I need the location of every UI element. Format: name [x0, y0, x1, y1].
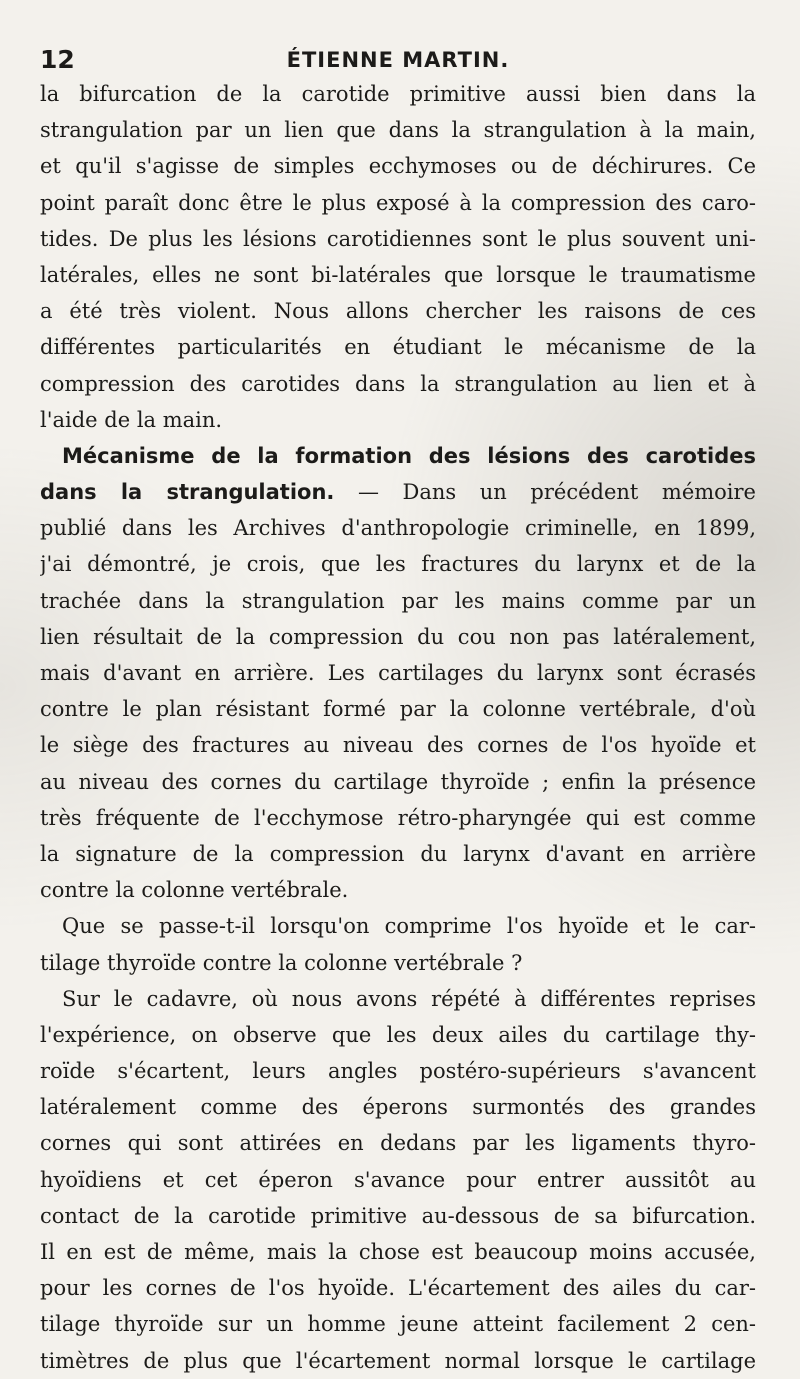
line-text: latérales, elles ne sont bi-latérales que lorsque le traumatisme — [40, 262, 756, 287]
text-line — [40, 583, 756, 619]
text-line — [40, 727, 756, 763]
text-line — [40, 329, 756, 365]
text-line — [40, 908, 756, 944]
text-line — [40, 1270, 756, 1306]
text-line — [40, 148, 756, 184]
text-line — [40, 655, 756, 691]
section-heading: dans la strangulation. — [40, 480, 335, 505]
line-text: contre la colonne vertébrale. — [40, 878, 349, 903]
text-line — [40, 1343, 756, 1379]
line-text: contre le plan résistant formé par la colonne vertébrale, d'où — [40, 697, 756, 722]
text-line — [40, 1306, 756, 1342]
text-line — [40, 764, 756, 800]
line-text: très fréquente de l'ecchymose rétro-pharyngée qui est comme — [40, 805, 756, 830]
text-line — [40, 1053, 756, 1089]
text-line — [40, 510, 756, 546]
line-text: strangulation par un lien que dans la strangulation à la main, — [40, 118, 756, 143]
line-text: la signature de la compression du larynx d'avant en arrière — [40, 841, 756, 866]
line-text: — Dans un précédent mémoire — [334, 480, 756, 505]
text-line — [40, 1162, 756, 1198]
text-line — [40, 981, 756, 1017]
running-title: ÉTIENNE MARTIN. — [286, 48, 510, 72]
text-line — [40, 438, 756, 474]
line-text: trachée dans la strangulation par les mains comme par un — [40, 588, 756, 613]
line-text: Que se passe-t-il lorsqu'on comprime l'os hyoïde et le car- — [62, 914, 756, 939]
page-number: 12 — [40, 45, 75, 74]
text-line — [40, 293, 756, 329]
line-text: au niveau des cornes du cartilage thyroïde ; enfin la présence — [40, 769, 756, 794]
line-text: Sur le cadavre, où nous avons répété à différentes reprises — [62, 986, 756, 1011]
section-heading: Mécanisme de la formation des lésions des carotides — [62, 443, 756, 468]
line-text: tilage thyroïde sur un homme jeune atteint facilement 2 cen- — [40, 1312, 756, 1337]
line-text: j'ai démontré, je crois, que les fractures du larynx et de la — [40, 552, 756, 577]
text-line — [40, 1198, 756, 1234]
text-line — [40, 112, 756, 148]
line-text: l'aide de la main. — [40, 407, 223, 432]
line-text: l'expérience, on observe que les deux ailes du cartilage thy- — [40, 1022, 756, 1047]
text-line — [40, 1089, 756, 1125]
text-line — [40, 221, 756, 257]
body-text — [40, 76, 756, 1379]
line-text: et qu'il s'agisse de simples ecchymoses ou de déchirures. Ce — [40, 154, 756, 179]
text-line — [40, 257, 756, 293]
text-line — [40, 1234, 756, 1270]
line-text: a été très violent. Nous allons chercher les raisons de ces — [40, 299, 756, 324]
line-text: tides. De plus les lésions carotidiennes sont le plus souvent uni- — [40, 226, 756, 251]
line-text: Il en est de même, mais la chose est beaucoup moins accusée, — [40, 1240, 756, 1264]
line-text: différentes particularités en étudiant le mécanisme de la — [40, 335, 756, 360]
line-text: tilage thyroïde contre la colonne vertébrale ? — [40, 950, 523, 975]
text-line — [40, 1125, 756, 1161]
text-line — [40, 945, 756, 981]
line-text: roïde s'écartent, leurs angles postéro-supérieurs s'avancent — [40, 1059, 756, 1084]
line-text: cornes qui sont attirées en dedans par les ligaments thyro- — [40, 1131, 756, 1156]
running-head — [40, 40, 756, 80]
text-line — [40, 402, 756, 438]
line-text: le siège des fractures au niveau des cornes de l'os hyoïde et — [40, 733, 756, 758]
text-line — [40, 691, 756, 727]
text-line — [40, 546, 756, 582]
line-text: publié dans les Archives d'anthropologie criminelle, en 1899, — [40, 516, 756, 541]
line-text: latéralement comme des éperons surmontés des grandes — [40, 1095, 756, 1120]
text-line — [40, 366, 756, 402]
text-line — [40, 836, 756, 872]
text-line — [40, 185, 756, 221]
text-line — [40, 872, 756, 908]
text-line — [40, 1017, 756, 1053]
line-text: mais d'avant en arrière. Les cartilages du larynx sont écrasés — [40, 661, 756, 685]
text-line — [40, 474, 756, 510]
line-text: point paraît donc être le plus exposé à la compression des caro- — [40, 190, 756, 215]
text-line — [40, 619, 756, 655]
line-text: timètres de plus que l'écartement normal lorsque le cartilage — [40, 1348, 756, 1373]
line-text: la bifurcation de la carotide primitive aussi bien dans la — [40, 82, 756, 106]
line-text: pour les cornes de l'os hyoïde. L'écartement des ailes du car- — [40, 1276, 756, 1301]
line-text: lien résultait de la compression du cou non pas latéralement, — [40, 624, 756, 649]
line-text: hyoïdiens et cet éperon s'avance pour entrer aussitôt au — [40, 1167, 756, 1192]
line-text: contact de la carotide primitive au-dessous de sa bifurcation. — [40, 1203, 756, 1228]
text-line — [40, 76, 756, 112]
line-text: compression des carotides dans la strangulation au lien et à — [40, 371, 756, 396]
text-line — [40, 800, 756, 836]
